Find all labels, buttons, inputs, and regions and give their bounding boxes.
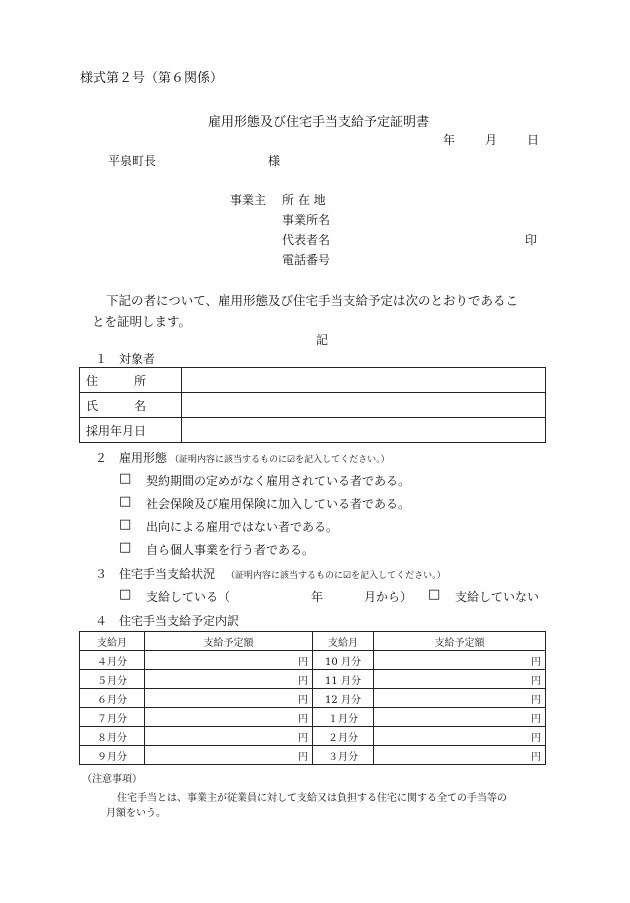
amount-cell[interactable]: 円	[145, 670, 313, 689]
section2-number: ２	[95, 451, 108, 465]
month-cell: ７月分	[80, 708, 145, 727]
amount-cell[interactable]: 円	[374, 708, 546, 727]
table-row	[80, 708, 546, 727]
name-row-value[interactable]	[182, 393, 546, 418]
amount-cell[interactable]: 円	[374, 670, 546, 689]
section1-number: １	[95, 352, 108, 366]
date-year-label: 年	[443, 133, 456, 147]
section4-heading: 住宅手当支給予定内訳	[119, 614, 240, 628]
month-cell: ３月分	[313, 746, 374, 765]
address-row-value[interactable]	[182, 368, 546, 393]
amount-cell[interactable]: 円	[374, 746, 546, 765]
section4-number: ４	[95, 614, 108, 628]
notes-line-1: 住宅手当とは、事業主が従業員に対して支給又は負担する住宅に関する全ての手当等の	[117, 793, 507, 804]
month-cell: ２月分	[313, 727, 374, 746]
month-cell: 10 月分	[313, 651, 374, 670]
intro-line-1: 下記の者について、雇用形態及び住宅手当支給予定は次のとおりであるこ	[106, 293, 519, 308]
section2-heading: 雇用形態	[119, 451, 168, 465]
seal-mark: 印	[525, 233, 538, 247]
section3-heading: 住宅手当支給状況	[119, 567, 216, 581]
address-row-label: 住 所	[80, 368, 182, 393]
month-cell: 12 月分	[313, 689, 374, 708]
employment-option-3-text: 出向による雇用ではない者である。	[146, 520, 339, 534]
allowance-not-paid-checkbox[interactable]: □	[428, 587, 441, 602]
office-name-label: 事業所名	[282, 213, 331, 227]
month-cell: ８月分	[80, 727, 145, 746]
employment-option-4-text: 自ら個人事業を行う者である。	[146, 543, 315, 557]
table-row	[80, 689, 546, 708]
date-day-label: 日	[527, 133, 540, 147]
table-row	[80, 670, 546, 689]
ki-label: 記	[316, 333, 329, 347]
col-month-header-left: 支給月	[80, 632, 145, 651]
employment-option-1-text: 契約期間の定めがなく雇用されている者である。	[146, 474, 411, 488]
table-row	[80, 368, 546, 393]
representative-label: 代表者名	[282, 233, 331, 247]
month-cell: 11 月分	[313, 670, 374, 689]
employment-option-1-checkbox[interactable]: □	[119, 471, 132, 486]
page-title: 雇用形態及び住宅手当支給予定証明書	[208, 115, 430, 130]
allowance-paid-text: 支給している（	[146, 590, 231, 604]
form-number: 様式第２号（第６関係）	[80, 71, 224, 86]
amount-cell[interactable]: 円	[145, 727, 313, 746]
date-month-label: 月	[485, 133, 498, 147]
employment-option-4-checkbox[interactable]: □	[119, 540, 132, 555]
intro-line-2: とを証明します。	[92, 314, 192, 329]
allowance-schedule-table	[79, 631, 546, 765]
phone-label: 電話番号	[282, 253, 331, 267]
table-header-row	[80, 632, 546, 651]
address-label: 所 在 地	[282, 193, 326, 207]
amount-cell[interactable]: 円	[145, 708, 313, 727]
section3-note: （証明内容に該当するものに☑を記入してください。）	[226, 571, 446, 581]
notes-heading: （注意事項）	[82, 774, 142, 785]
table-row	[80, 418, 546, 443]
employment-option-2-checkbox[interactable]: □	[119, 494, 132, 509]
month-cell: ９月分	[80, 746, 145, 765]
addressee-name: 平泉町長	[108, 154, 157, 168]
employer-label: 事業主	[230, 193, 267, 207]
target-person-table	[79, 367, 546, 443]
section2-note: （証明内容に該当するものに☑を記入してください。）	[170, 455, 390, 465]
hire-date-row-value[interactable]	[182, 418, 546, 443]
allowance-paid-checkbox[interactable]: □	[119, 587, 132, 602]
amount-cell[interactable]: 円	[145, 746, 313, 765]
notes-line-2: 月額をいう。	[106, 808, 166, 819]
month-cell: ６月分	[80, 689, 145, 708]
amount-cell[interactable]: 円	[374, 727, 546, 746]
employment-option-3-checkbox[interactable]: □	[119, 517, 132, 532]
table-row	[80, 651, 546, 670]
col-amount-header-left: 支給予定額	[145, 632, 313, 651]
month-cell: ５月分	[80, 670, 145, 689]
addressee-honorific: 様	[268, 154, 281, 168]
amount-cell[interactable]: 円	[145, 689, 313, 708]
name-row-label: 氏 名	[80, 393, 182, 418]
section3-number: ３	[95, 567, 108, 581]
amount-cell[interactable]: 円	[374, 689, 546, 708]
allowance-start-year-label: 年	[311, 590, 324, 604]
allowance-start-month-label: 月から）	[364, 590, 413, 604]
employment-option-2-text: 社会保険及び雇用保険に加入している者である。	[146, 497, 411, 511]
table-row	[80, 727, 546, 746]
table-row	[80, 746, 546, 765]
amount-cell[interactable]: 円	[145, 651, 313, 670]
allowance-not-paid-text: 支給していない	[455, 590, 540, 604]
col-amount-header-right: 支給予定額	[374, 632, 546, 651]
section1-heading: 対象者	[119, 352, 156, 366]
amount-cell[interactable]: 円	[374, 651, 546, 670]
hire-date-row-label: 採用年月日	[80, 418, 182, 443]
month-cell: ４月分	[80, 651, 145, 670]
col-month-header-right: 支給月	[313, 632, 374, 651]
table-row	[80, 393, 546, 418]
month-cell: １月分	[313, 708, 374, 727]
